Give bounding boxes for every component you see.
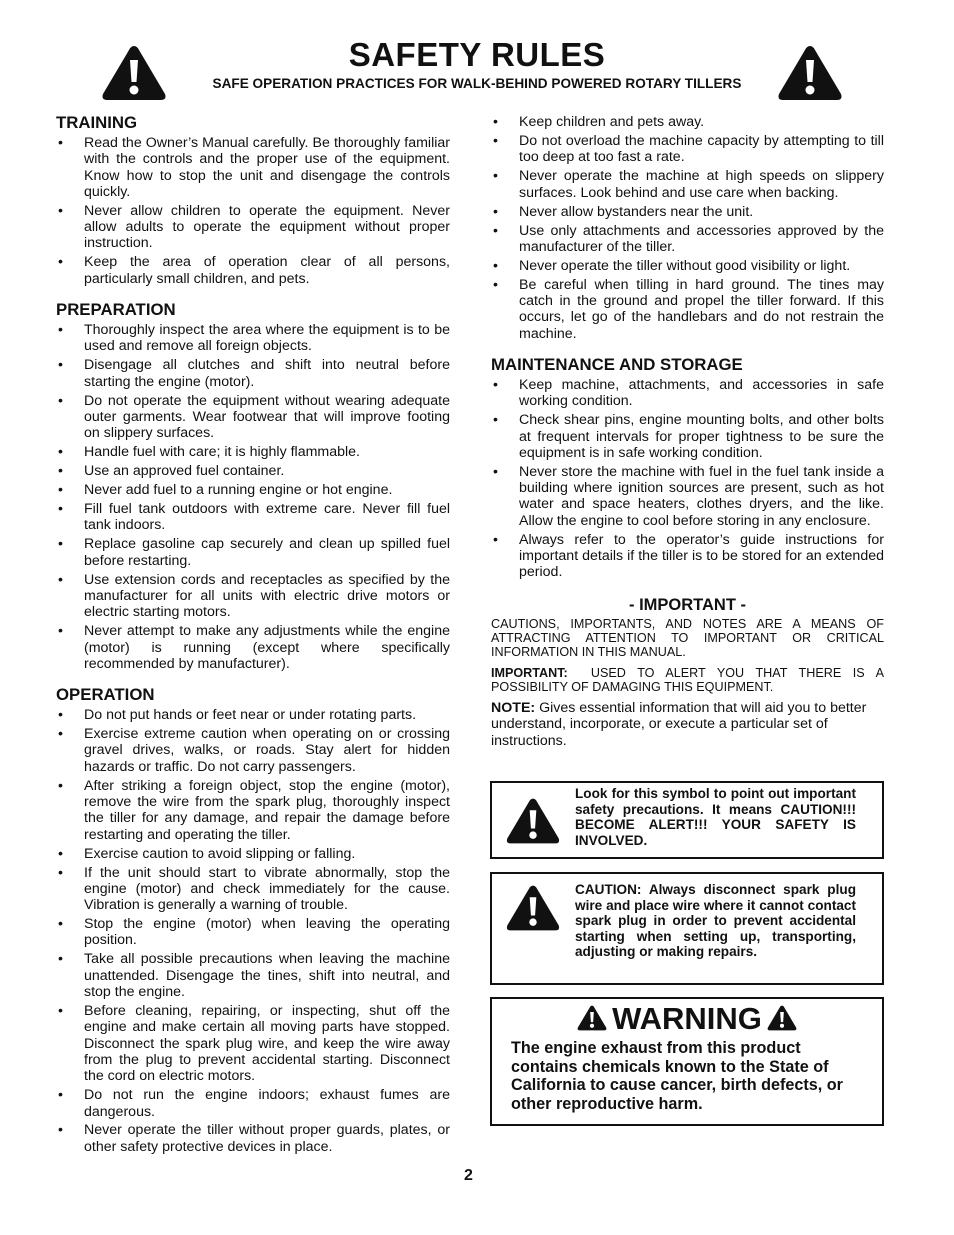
list-item: • Disengage all clutches and shift into neutral before starting the engine (motor). <box>56 357 450 390</box>
warning-triangle-icon <box>504 882 562 934</box>
training-list <box>56 135 450 287</box>
list-item: • Never allow bystanders near the unit. <box>491 204 884 220</box>
caution-box <box>490 872 884 985</box>
safety-symbol-text: Look for this symbol to point out important safety precautions. It means CAUTION!!! BECOME ALERT!!! YOUR SAFETY IS INVOLVED. <box>575 786 856 848</box>
list-item: • Be careful when tilling in hard ground. The tines may catch in the ground and propel the tiller forward. If this occurs, let go of the handlebars and do not restrain the machine. <box>491 277 884 342</box>
operation-heading: OPERATION <box>56 685 155 705</box>
note-definition <box>491 700 884 749</box>
safety-symbol-box <box>490 781 884 859</box>
list-item: • Read the Owner’s Manual carefully. Be thoroughly familiar with the controls and the proper use of the equipment. Know how to stop the unit and disengage the controls quickly. <box>56 135 450 200</box>
warning-title: WARNING <box>612 1001 762 1036</box>
warning-triangle-icon <box>576 1003 608 1033</box>
page-number: 2 <box>464 1167 473 1184</box>
list-item: • Before cleaning, repairing, or inspecting, shut off the engine and make certain all moving parts have stopped. Disconnect the spark plug wire, and keep the wire away from the plug to prevent accidental starting. Disconnect the cord on electric motors. <box>56 1003 450 1084</box>
training-heading: TRAINING <box>56 113 138 132</box>
operation-list <box>56 707 450 1155</box>
right-column <box>491 114 884 749</box>
list-item: • If the unit should start to vibrate abnormally, stop the engine (motor) and check immediately for the cause. Vibration is generally a warning of trouble. <box>56 865 450 914</box>
warning-text: The engine exhaust from this product contains chemicals known to the State of California to cause cancer, birth defects, or other reproductive harm. <box>511 1039 843 1113</box>
list-item: • Never operate the tiller without proper guards, plates, or other safety protective devices in place. <box>56 1122 450 1155</box>
warning-triangle-icon <box>766 1003 798 1033</box>
caution-text: CAUTION: Always disconnect spark plug wire and place wire where it cannot contact spark plug in order to prevent accidental starting when setting up, transporting, adjusting or making repairs. <box>575 882 856 960</box>
list-item: • Use only attachments and accessories approved by the manufacturer of the tiller. <box>491 223 884 256</box>
list-item: • Keep the area of operation clear of all persons, particularly small children, and pets. <box>56 254 450 287</box>
list-item: • Keep children and pets away. <box>491 114 884 130</box>
important-definition-text: USED TO ALERT YOU THAT THERE IS A POSSIBILITY OF DAMAGING THIS EQUIPMENT. <box>491 665 884 694</box>
list-item: • Never add fuel to a running engine or hot engine. <box>56 482 450 498</box>
list-item: • Replace gasoline cap securely and clean up spilled fuel before restarting. <box>56 536 450 569</box>
warning-box <box>490 997 884 1126</box>
list-item: • Never attempt to make any adjustments while the engine (motor) is running (except where specifically recommended by manufacturer). <box>56 623 450 672</box>
important-caps-text: CAUTIONS, IMPORTANTS, AND NOTES ARE A MEANS OF ATTRACTING ATTENTION TO IMPORTANT OR CRITICAL INFORMATION IN THIS MANUAL. <box>491 616 884 660</box>
preparation-list <box>56 322 450 672</box>
list-item: • Never allow children to operate the equipment. Never allow adults to operate the equipment without proper instruction. <box>56 203 450 252</box>
list-item: • Thoroughly inspect the area where the equipment is to be used and remove all foreign objects. <box>56 322 450 355</box>
list-item: • Use extension cords and receptacles as specified by the manufacturer for all units with electric drive motors or electric starting motors. <box>56 572 450 621</box>
note-label: NOTE: <box>491 699 536 716</box>
operation-continued-list <box>491 114 884 342</box>
warning-triangle-icon <box>504 795 562 847</box>
list-item: • Do not put hands or feet near or under rotating parts. <box>56 707 450 723</box>
list-item: • Do not overload the machine capacity by attempting to till too deep at too fast a rate. <box>491 133 884 166</box>
list-item: • Stop the engine (motor) when leaving the operating position. <box>56 916 450 949</box>
list-item: • Never store the machine with fuel in the fuel tank inside a building where ignition sources are present, such as hot water and space heaters, clothes dryers, and the like. Allow the engine to cool before storing in any enclosure. <box>491 464 884 529</box>
list-item: • Exercise extreme caution when operating on or crossing gravel drives, walks, or roads. Stay alert for hidden hazards or traffic. Do not carry passengers. <box>56 726 450 775</box>
list-item: • Keep machine, attachments, and accessories in safe working condition. <box>491 377 884 410</box>
list-item: • After striking a foreign object, stop the engine (motor), remove the wire from the spark plug, thoroughly inspect the tiller for any damage, and repair the damage before restarting and operating the tiller. <box>56 778 450 843</box>
list-item: • Take all possible precautions when leaving the machine unattended. Disengage the tines, shift into neutral, and stop the engine. <box>56 951 450 1000</box>
page-title: SAFETY RULES <box>348 36 606 73</box>
maintenance-heading: MAINTENANCE AND STORAGE <box>491 354 743 374</box>
list-item: • Use an approved fuel container. <box>56 463 450 479</box>
list-item: • Do not operate the equipment without wearing adequate outer garments. Wear footwear that will improve footing on slippery surfaces. <box>56 393 450 442</box>
note-definition-text: Gives essential information that will aid you to better understand, incorporate, or execute a particular set of instructions. <box>491 699 867 749</box>
important-title: - IMPORTANT - <box>628 595 746 614</box>
maintenance-list <box>491 377 884 581</box>
preparation-heading: PREPARATION <box>56 300 176 320</box>
list-item: • Never operate the machine at high speeds on slippery surfaces. Look behind and use care when backing. <box>491 168 884 201</box>
list-item: • Do not run the engine indoors; exhaust fumes are dangerous. <box>56 1087 450 1120</box>
list-item: • Always refer to the operator’s guide instructions for important details if the tiller is to be stored for an extended period. <box>491 532 884 581</box>
list-item: • Check shear pins, engine mounting bolts, and other bolts at frequent intervals for proper tightness to be sure the equipment is in safe working condition. <box>491 412 884 461</box>
important-definition <box>491 666 884 694</box>
list-item: • Fill fuel tank outdoors with extreme care. Never fill fuel tank indoors. <box>56 501 450 534</box>
list-item: • Never operate the tiller without good visibility or light. <box>491 258 884 274</box>
left-column <box>56 113 450 1158</box>
page-subtitle: SAFE OPERATION PRACTICES FOR WALK-BEHIND POWERED ROTARY TILLERS <box>212 76 742 91</box>
important-label: IMPORTANT: <box>491 665 568 680</box>
list-item: • Handle fuel with care; it is highly flammable. <box>56 444 450 460</box>
list-item: • Exercise caution to avoid slipping or falling. <box>56 846 450 862</box>
warning-title-row <box>492 1002 882 1036</box>
